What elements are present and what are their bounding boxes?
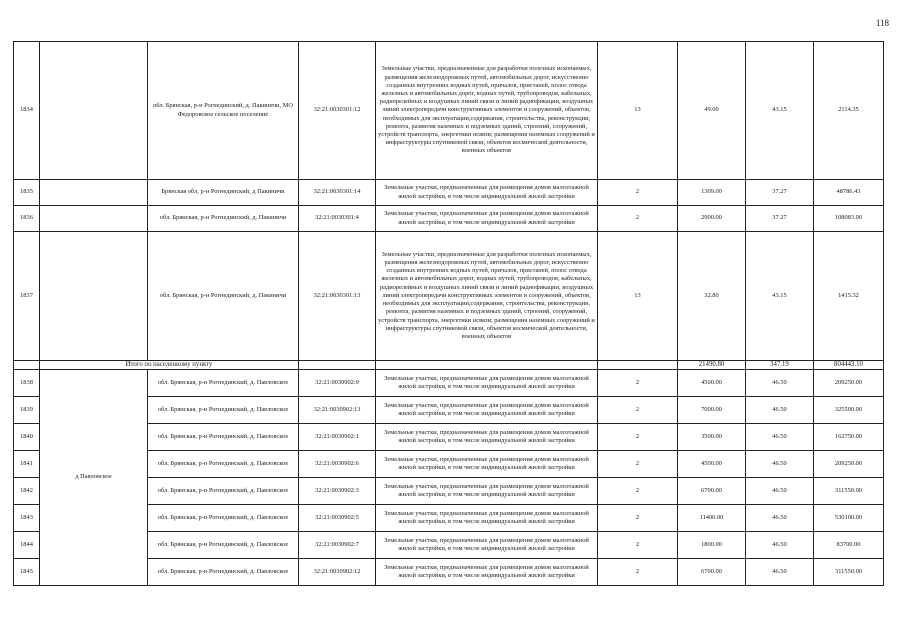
row-address: Брянская обл, р-н Рогнединский, д Пакиничи — [148, 180, 299, 206]
row-cadastral-number: 32:21:0030902:12 — [299, 559, 376, 586]
row-cost: 162750.00 — [814, 424, 884, 451]
row-number: 1842 — [14, 478, 40, 505]
row-category: 2 — [598, 478, 678, 505]
row-cadastral-number: 32:21:0030902:3 — [299, 478, 376, 505]
row-cadastral-number: 32:21:0030902:1 — [299, 424, 376, 451]
row-rate: 43.15 — [746, 42, 814, 180]
row-land-use: Земельные участки, предназначенные для разработки полезных ископаемых, размещения железнодорожных путей, автомобильных дорог, искусственно созданных внутренних водных путей, причалов, пристаней, полос отвода железных и автомобильных дорог, водных путей, трубопроводов, кабельных, радиорелейных и воздушных линий связи и линий радиофикации, воздушных линий электропередачи конструктивных элементов и сооружений, объектов, необходимых для эксплуатации,содержания, строительства, реконструкции, ремонта, развития наземных и подземных зданий, строений, сооружений, устройств транспорта, энергетики нсвязи; размещения наземных сооружений и инфраструктуры спутниковой связи, объектов космической деятельности, военных объектов — [376, 232, 598, 361]
row-number: 1841 — [14, 451, 40, 478]
row-number: 1844 — [14, 532, 40, 559]
row-rate: 46.50 — [746, 397, 814, 424]
row-area: 6700.00 — [678, 559, 746, 586]
row-area: 3500.00 — [678, 424, 746, 451]
row-land-use: Земельные участки, предназначенные для размещения домов малоэтажной жилой застройки, в том числе индивидуальной жилой застройки — [376, 478, 598, 505]
row-cost: 311550.00 — [814, 478, 884, 505]
table-row — [14, 232, 884, 361]
row-cost: 108083.00 — [814, 206, 884, 232]
row-address: обл. Брянская, р-н Рогнединский, д. Пакиничи — [148, 232, 299, 361]
row-area: 4500.00 — [678, 370, 746, 397]
row-empty-cell — [40, 180, 148, 206]
row-land-use: Земельные участки, предназначенные для размещения домов малоэтажной жилой застройки, в том числе индивидуальной жилой застройки — [376, 451, 598, 478]
row-address: обл. Брянская, р-н Рогнединский, д. Пакиничи — [148, 206, 299, 232]
row-number: 1836 — [14, 206, 40, 232]
row-area: 6700.00 — [678, 478, 746, 505]
row-address: обл. Брянская, р-н Рогнединский, д. Павловское — [148, 532, 299, 559]
row-rate: 46.50 — [746, 478, 814, 505]
row-land-use: Земельные участки, предназначенные для размещения домов малоэтажной жилой застройки, в том числе индивидуальной жилой застройки — [376, 180, 598, 206]
row-category: 13 — [598, 232, 678, 361]
table-row — [14, 206, 884, 232]
table-row — [14, 370, 884, 397]
row-empty-cell — [40, 232, 148, 361]
row-category: 2 — [598, 370, 678, 397]
row-category: 13 — [598, 42, 678, 180]
row-cadastral-number: 32:21:0030902:5 — [299, 505, 376, 532]
row-cost: 325500.00 — [814, 397, 884, 424]
row-rate: 46.50 — [746, 370, 814, 397]
row-address: обл. Брянская, р-н Рогнединский, д. Павловское — [148, 559, 299, 586]
row-cadastral-number: 32:21:0030902:6 — [299, 451, 376, 478]
row-cadastral-number: 32:21:0030301:12 — [299, 42, 376, 180]
row-cadastral-number: 32:21:0030902:9 — [299, 370, 376, 397]
row-area: 7000.00 — [678, 397, 746, 424]
cadastral-registry-table — [13, 41, 884, 586]
total-label: Итого по населенному пункту — [40, 361, 299, 370]
row-rate: 46.50 — [746, 505, 814, 532]
row-cost: 209250.00 — [814, 370, 884, 397]
row-address: обл. Брянская, р-н Рогнединский, д. Павловское — [148, 424, 299, 451]
row-address: обл. Брянская, р-н Рогнединский, д. Павловское — [148, 451, 299, 478]
row-area: 11400.00 — [678, 505, 746, 532]
row-address: обл. Брянская, р-н Рогнединский, д. Павловское — [148, 505, 299, 532]
total-cell-empty — [299, 361, 376, 370]
row-cadastral-number: 32:21:0030902:7 — [299, 532, 376, 559]
table-body-bottom — [14, 370, 884, 586]
row-number: 1834 — [14, 42, 40, 180]
row-rate: 46.50 — [746, 424, 814, 451]
row-category: 2 — [598, 559, 678, 586]
row-rate: 46.50 — [746, 559, 814, 586]
row-area: 49.00 — [678, 42, 746, 180]
row-land-use: Земельные участки, предназначенные для разработки полезных ископаемых, размещения железнодорожных путей, автомобильных дорог, искусственно созданных внутренних водных путей, причалов, пристаней, полос отвода железных и автомобильных дорог, водных путей, трубопроводов, кабельных, радиорелейных и воздушных линий связи и линий радиофикации, воздушных линий электропередачи конструктивных элементов и сооружений, объектов, необходимых для эксплуатации,содержания, строительства, реконструкции, ремонта, развития наземных и подземных зданий, строений, сооружений, устройств транспорта, энергетики нсвязи; размещения наземных сооружений и инфраструктуры спутниковой связи, объектов космической деятельности, военных объектов — [376, 42, 598, 180]
row-area: 32.80 — [678, 232, 746, 361]
row-cost: 311550.00 — [814, 559, 884, 586]
row-cost: 2114.35 — [814, 42, 884, 180]
row-area: 2900.00 — [678, 206, 746, 232]
row-cadastral-number: 32:21:0030301:14 — [299, 180, 376, 206]
row-rate: 43.15 — [746, 232, 814, 361]
total-cell-empty — [14, 361, 40, 370]
row-rate: 46.50 — [746, 532, 814, 559]
row-empty-cell — [40, 42, 148, 180]
row-cadastral-number: 32:21:0030301:13 — [299, 232, 376, 361]
row-cost: 1415.32 — [814, 232, 884, 361]
total-row — [14, 361, 884, 370]
page-number: 118 — [875, 18, 889, 28]
table-body-top — [14, 42, 884, 370]
row-cost: 209250.00 — [814, 451, 884, 478]
row-land-use: Земельные участки, предназначенные для размещения домов малоэтажной жилой застройки, в том числе индивидуальной жилой застройки — [376, 424, 598, 451]
row-number: 1839 — [14, 397, 40, 424]
total-cell-empty — [376, 361, 598, 370]
row-area: 4500.00 — [678, 451, 746, 478]
row-number: 1838 — [14, 370, 40, 397]
row-category: 2 — [598, 505, 678, 532]
row-cost: 83700.00 — [814, 532, 884, 559]
row-category: 2 — [598, 532, 678, 559]
row-category: 2 — [598, 397, 678, 424]
row-empty-cell — [40, 206, 148, 232]
total-area: 21490.80 — [678, 361, 746, 370]
row-number: 1840 — [14, 424, 40, 451]
row-category: 2 — [598, 206, 678, 232]
row-cadastral-number: 32:21:0030902:13 — [299, 397, 376, 424]
row-category: 2 — [598, 424, 678, 451]
row-address: обл. Брянская, р-н Рогнединский, д. Павловское — [148, 478, 299, 505]
row-land-use: Земельные участки, предназначенные для размещения домов малоэтажной жилой застройки, в том числе индивидуальной жилой застройки — [376, 370, 598, 397]
total-cell-empty — [598, 361, 678, 370]
row-area: 1309.00 — [678, 180, 746, 206]
row-land-use: Земельные участки, предназначенные для размещения домов малоэтажной жилой застройки, в том числе индивидуальной жилой застройки — [376, 206, 598, 232]
row-land-use: Земельные участки, предназначенные для размещения домов малоэтажной жилой застройки, в том числе индивидуальной жилой застройки — [376, 532, 598, 559]
row-address: обл. Брянская, р-н Рогнединский, д. Пакиничи, МО Федоровское сельское поселение — [148, 42, 299, 180]
row-cost: 48786.43 — [814, 180, 884, 206]
row-area: 1800.00 — [678, 532, 746, 559]
row-land-use: Земельные участки, предназначенные для размещения домов малоэтажной жилой застройки, в том числе индивидуальной жилой застройки — [376, 559, 598, 586]
row-number: 1837 — [14, 232, 40, 361]
row-rate: 46.50 — [746, 451, 814, 478]
row-number: 1835 — [14, 180, 40, 206]
row-category: 2 — [598, 451, 678, 478]
row-land-use: Земельные участки, предназначенные для размещения домов малоэтажной жилой застройки, в том числе индивидуальной жилой застройки — [376, 397, 598, 424]
table-row — [14, 42, 884, 180]
total-cost: 804443.10 — [814, 361, 884, 370]
row-number: 1843 — [14, 505, 40, 532]
row-rate: 37.27 — [746, 206, 814, 232]
settlement-name: д Павловское — [40, 370, 148, 586]
row-land-use: Земельные участки, предназначенные для размещения домов малоэтажной жилой застройки, в том числе индивидуальной жилой застройки — [376, 505, 598, 532]
row-address: обл. Брянская, р-н Рогнединский, д. Павловское — [148, 397, 299, 424]
row-category: 2 — [598, 180, 678, 206]
row-cost: 530100.00 — [814, 505, 884, 532]
row-address: обл. Брянская, р-н Рогнединский, д. Павловское — [148, 370, 299, 397]
row-cadastral-number: 32:21:0030301:4 — [299, 206, 376, 232]
row-rate: 37.27 — [746, 180, 814, 206]
row-number: 1845 — [14, 559, 40, 586]
table-row — [14, 180, 884, 206]
total-rate: 347.19 — [746, 361, 814, 370]
